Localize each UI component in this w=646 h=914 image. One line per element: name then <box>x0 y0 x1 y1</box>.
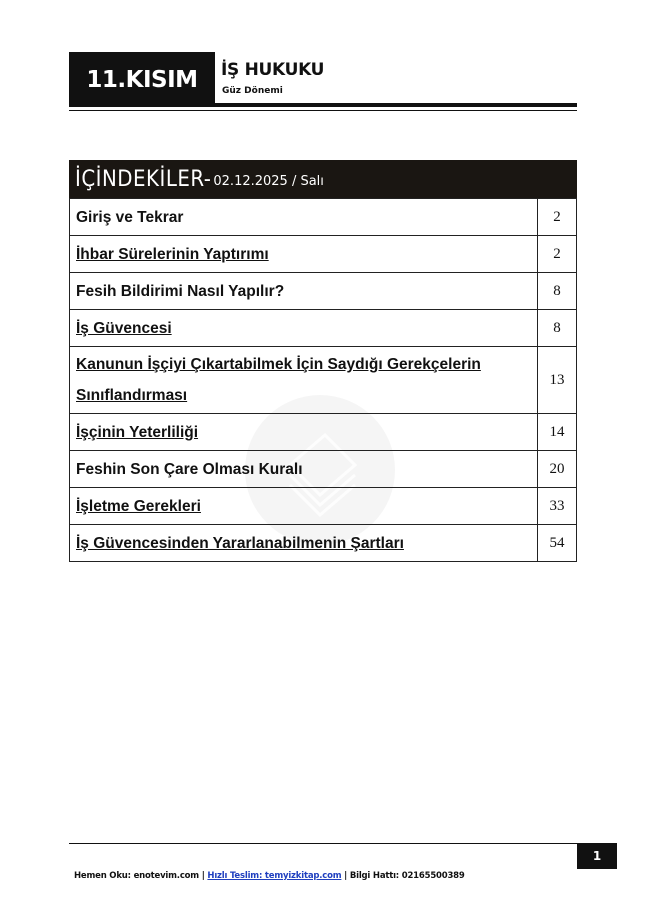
toc-entry-cell <box>70 236 538 273</box>
header-rule-thick <box>215 103 577 107</box>
section-badge: 11.KISIM <box>69 52 215 107</box>
toc-page-number: 8 <box>538 310 577 347</box>
toc-entry-cell <box>70 310 538 347</box>
toc-page-number: 33 <box>538 488 577 525</box>
toc-entry-label[interactable]: İş Güvencesinden Yararlanabilmenin Şartları <box>76 534 404 552</box>
toc-entry-cell <box>70 414 538 451</box>
toc-table <box>69 198 577 562</box>
footer-read[interactable]: Hemen Oku: enotevim.com <box>74 871 199 881</box>
footer-text <box>74 871 465 881</box>
toc-entry-label[interactable]: Fesih Bildirimi Nasıl Yapılır? <box>76 282 285 300</box>
toc-title: İÇİNDEKİLER- <box>75 166 212 192</box>
header-rule-thin <box>69 110 577 111</box>
toc-entry-cell <box>70 451 538 488</box>
toc-entry-cell <box>70 199 538 236</box>
toc-row[interactable] <box>70 310 577 347</box>
course-title: İŞ HUKUKU <box>221 60 325 80</box>
toc-page-number: 14 <box>538 414 577 451</box>
toc-row[interactable] <box>70 451 577 488</box>
toc-entry-label[interactable]: Giriş ve Tekrar <box>76 208 184 226</box>
toc-entry-cell <box>70 347 538 414</box>
toc-entry-cell <box>70 488 538 525</box>
toc-entry-label[interactable]: İhbar Sürelerinin Yaptırımı <box>76 245 269 263</box>
footer-separator: | <box>201 871 205 881</box>
toc-entry-label[interactable]: İş Güvencesi <box>76 319 172 337</box>
toc-page-number: 2 <box>538 199 577 236</box>
toc-row[interactable] <box>70 488 577 525</box>
toc-row[interactable] <box>70 525 577 562</box>
footer-delivery-link[interactable]: Hızlı Teslim: temyizkitap.com <box>207 871 342 881</box>
toc-entry-cell <box>70 525 538 562</box>
toc-row[interactable] <box>70 347 577 414</box>
toc-page-number: 20 <box>538 451 577 488</box>
toc-row[interactable] <box>70 273 577 310</box>
toc-entry-cell <box>70 273 538 310</box>
toc-page-number: 54 <box>538 525 577 562</box>
toc-entry-label[interactable]: Feshin Son Çare Olması Kuralı <box>76 460 303 478</box>
toc-date: 02.12.2025 / Salı <box>213 173 324 189</box>
footer-rule <box>69 843 577 844</box>
toc-header <box>69 160 577 198</box>
toc-page-number: 2 <box>538 236 577 273</box>
toc-entry-label[interactable]: İşletme Gerekleri <box>76 497 201 515</box>
toc-entry-label[interactable]: Kanunun İşçiyi Çıkartabilmek İçin Saydığı Gerekçelerin Sınıflandırması <box>76 356 481 404</box>
toc-row[interactable] <box>70 199 577 236</box>
toc-page-number: 13 <box>538 347 577 414</box>
footer-separator: | <box>344 871 348 881</box>
toc-row[interactable] <box>70 414 577 451</box>
term-label: Güz Dönemi <box>222 86 283 96</box>
toc-row[interactable] <box>70 236 577 273</box>
toc-entry-label[interactable]: İşçinin Yeterliliği <box>76 423 199 441</box>
page-number: 1 <box>577 843 617 869</box>
footer-hotline: Bilgi Hattı: 02165500389 <box>349 871 465 881</box>
toc-page-number: 8 <box>538 273 577 310</box>
